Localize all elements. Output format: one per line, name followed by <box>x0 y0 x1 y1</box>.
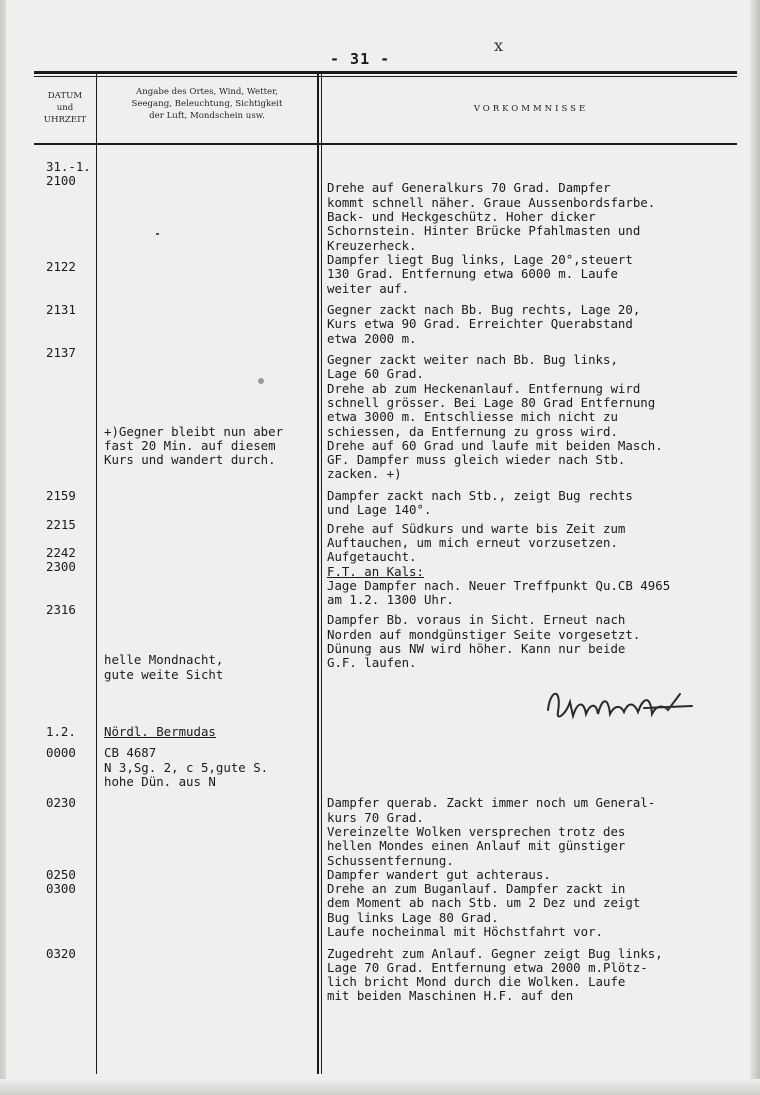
log-entry-line: und Lage 140°. <box>327 502 432 518</box>
log-entry-line: zacken. +) <box>327 466 402 482</box>
header-events-column: VORKOMMNISSE <box>473 104 589 114</box>
log-entry-line: Kreuzerheck. <box>327 237 417 253</box>
log-entry-line: Gegner zackt nach Bb. Bug rechts, Lage 20, <box>327 302 641 317</box>
log-entry-line: Drehe auf Generalkurs 70 Grad. Dampfer <box>327 180 611 196</box>
log-entry-line: G.F. laufen. <box>327 655 417 671</box>
signature <box>540 680 700 730</box>
log-time: 2300 <box>46 559 76 575</box>
log-time: 0250 <box>46 866 76 882</box>
log-time: 2159 <box>46 487 76 503</box>
log-place-note: CB 4687 <box>104 745 157 761</box>
log-entry-line: kommt schnell näher. Graue Aussenbordsfarbe. <box>327 194 656 210</box>
log-entry-line: Jage Dampfer nach. Neuer Treffpunkt Qu.CB 4965 <box>327 577 671 593</box>
log-time: 2242 <box>46 545 76 561</box>
header-place-line-1: Angabe des Ortes, Wind, Wetter, <box>135 87 278 97</box>
column-divider-date <box>96 74 97 1074</box>
column-divider-place <box>317 74 319 1074</box>
log-time: 2131 <box>46 302 76 317</box>
log-entry-line: Drehe auf Südkurs und warte bis Zeit zum <box>327 520 626 536</box>
page-number: - 31 - <box>330 50 391 68</box>
header-top-rule <box>34 71 737 74</box>
log-entry-line: Gegner zackt weiter nach Bb. Bug links, <box>327 352 618 368</box>
corner-mark: x <box>494 36 504 55</box>
log-entry-line: mit beiden Maschinen H.F. auf den <box>327 988 574 1004</box>
log-entry-line: Bug links Lage 80 Grad. <box>327 909 499 925</box>
log-entry-line: Lage 70 Grad. Entfernung etwa 2000 m.Plötz- <box>327 959 648 975</box>
header-top-rule-2 <box>34 76 737 77</box>
log-entry-line: schiessen, da Entfernung zu gross wird. <box>327 423 618 439</box>
log-place-note: Nördl. Bermudas <box>104 723 216 739</box>
log-entry-line: lich bricht Mond durch die Wolken. Laufe <box>327 974 626 990</box>
log-entry-line: F.T. an Kals: <box>327 563 424 579</box>
log-time: 1.2. <box>46 723 76 739</box>
log-entry-line: Dampfer wandert gut achteraus. <box>327 866 551 882</box>
log-entry-line: am 1.2. 1300 Uhr. <box>327 592 454 608</box>
log-place-note: N 3,Sg. 2, c 5,gute S. <box>104 759 269 775</box>
log-place-note: gute weite Sicht <box>104 666 224 682</box>
scan-speck <box>156 233 159 235</box>
log-place-note: helle Mondnacht, <box>104 652 224 668</box>
log-time: 0230 <box>46 795 76 811</box>
log-time: 0320 <box>46 945 76 961</box>
log-entry-line: Dampfer liegt Bug links, Lage 20°,steuert <box>327 251 633 267</box>
log-entry-line: Back- und Heckgeschütz. Hoher dicker <box>327 209 596 225</box>
log-place-note: +)Gegner bleibt nun aber <box>104 423 284 439</box>
log-entry-line: Auftauchen, um mich erneut vorzusetzen. <box>327 535 618 551</box>
log-entry-line: Schussentfernung. <box>327 852 454 868</box>
log-entry-line: weiter auf. <box>327 280 410 296</box>
log-entry-line: 130 Grad. Entfernung etwa 6000 m. Laufe <box>327 266 618 282</box>
log-entry-line: dem Moment ab nach Stb. um 2 Dez und zeigt <box>327 895 641 911</box>
log-entry-line: Lage 60 Grad. <box>327 366 424 382</box>
log-entry-line: Kurs etwa 90 Grad. Erreichter Querabstand <box>327 316 633 332</box>
log-entry-line: kurs 70 Grad. <box>327 809 424 825</box>
log-entry-line: Vereinzelte Wolken versprechen trotz des <box>327 823 626 839</box>
log-time: 2215 <box>46 516 76 532</box>
log-entry-line: Dampfer querab. Zackt immer noch um General- <box>327 795 656 811</box>
log-entry-line: Drehe ab zum Heckenanlauf. Entfernung wird <box>327 380 641 396</box>
log-time: 0300 <box>46 881 76 897</box>
log-entry-line: Drehe auf 60 Grad und laufe mit beiden Masch. <box>327 437 663 453</box>
log-entry-line: Dampfer Bb. voraus in Sicht. Erneut nach <box>327 612 626 628</box>
log-entry-line: Drehe an zum Buganlauf. Dampfer zackt in <box>327 881 626 897</box>
log-time: 2137 <box>46 344 76 360</box>
log-time: 0000 <box>46 745 76 761</box>
log-time: 2122 <box>46 259 76 275</box>
log-entry-line: Zugedreht zum Anlauf. Gegner zeigt Bug links, <box>327 945 663 961</box>
header-date-line-3: UHRZEIT <box>43 115 87 125</box>
log-entry-line: Laufe nocheinmal mit Höchstfahrt vor. <box>327 924 604 940</box>
log-time: 31.-1. <box>46 159 91 174</box>
header-bottom-rule <box>34 143 737 145</box>
log-entry-line: etwa 3000 m. Entschliesse mich nicht zu <box>327 409 618 425</box>
header-date-column <box>36 90 94 126</box>
log-place-note: Kurs und wandert durch. <box>104 452 276 468</box>
scan-edge-bottom <box>0 1079 760 1095</box>
log-time: 2100 <box>46 173 76 189</box>
log-entry-line: Aufgetaucht. <box>327 549 417 565</box>
log-entry-line: etwa 2000 m. <box>327 330 417 346</box>
log-time: 2316 <box>46 602 76 618</box>
header-place-line-2: Seegang, Beleuchtung, Sichtigkeit <box>131 99 283 109</box>
log-entry-line: Norden auf mondgünstiger Seite vorgesetzt. <box>327 626 641 642</box>
scan-speck <box>258 378 264 384</box>
log-entry-line: Dünung aus NW wird höher. Kann nur beide <box>327 640 626 656</box>
header-date-line-1: DATUM <box>47 91 83 101</box>
log-place-note: fast 20 Min. auf diesem <box>104 437 276 453</box>
log-entry-line: hellen Mondes einen Anlauf mit günstiger <box>327 838 626 854</box>
header-date-line-2: und <box>56 103 74 113</box>
header-place-column <box>98 86 316 122</box>
log-entry-line: schnell grösser. Bei Lage 80 Grad Entfernung <box>327 394 656 410</box>
log-entry-line: Schornstein. Hinter Brücke Pfahlmasten und <box>327 223 641 239</box>
column-divider-place-2 <box>321 74 322 1074</box>
scan-edge-right <box>750 0 760 1095</box>
header-place-line-3: der Luft, Mondschein usw. <box>149 111 265 121</box>
log-entry-line: GF. Dampfer muss gleich wieder nach Stb. <box>327 452 626 468</box>
log-entry-line: Dampfer zackt nach Stb., zeigt Bug rechts <box>327 487 633 503</box>
log-place-note: hohe Dün. aus N <box>104 773 216 789</box>
